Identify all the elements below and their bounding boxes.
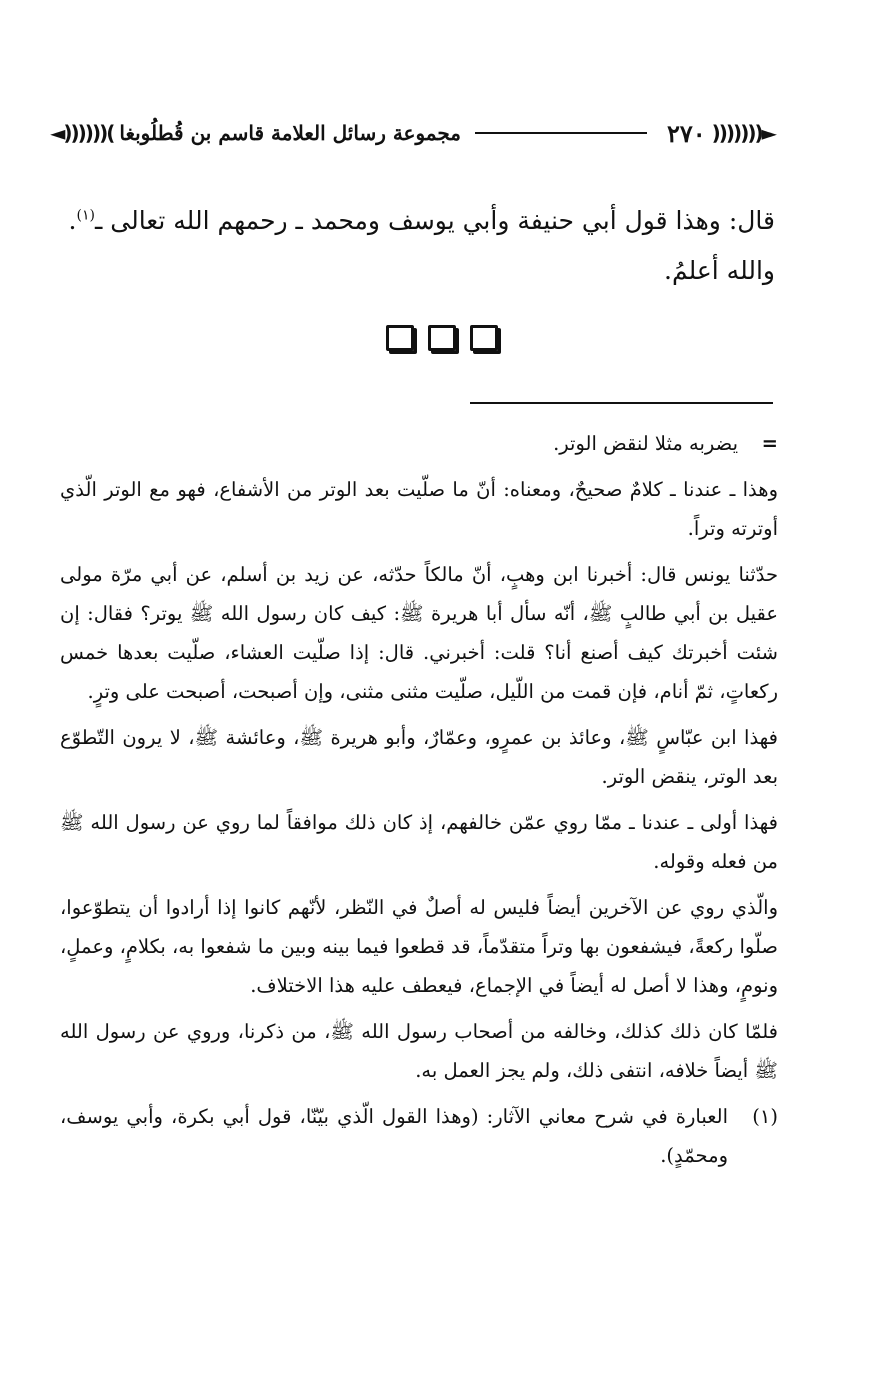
main-line-1: قال: وهذا قول أبي حنيفة وأبي يوسف ومحمد ـ رحمهم الله تعالى ـ bbox=[94, 206, 775, 235]
footnote-paragraph: فهذا أولى ـ عندنا ـ ممّا روي عمّن خالفهم، إذ كان ذلك موافقاً لما روي عن رسول الله ﷺ من فعله وقوله. bbox=[60, 811, 778, 873]
main-paragraph bbox=[60, 196, 775, 246]
footnote-paragraph: وهذا ـ عندنا ـ كلامٌ صحيحٌ، ومعناه: أنّ ما صلّيت بعد الوتر من الأشفاع، فهو مع الوتر الّذي أوترته وتراً. bbox=[60, 478, 778, 540]
footnote-continuation bbox=[60, 424, 778, 463]
section-separator bbox=[0, 325, 883, 351]
separator-square-icon bbox=[386, 325, 414, 351]
footnote-1 bbox=[60, 1097, 778, 1175]
page-number: ٢٧٠ bbox=[666, 118, 706, 148]
footnote-paragraph: يضربه مثلا لنقض الوتر. bbox=[553, 432, 738, 455]
footnote-1-number: (١) bbox=[752, 1105, 778, 1128]
main-line-2: والله أعلمُ. bbox=[664, 256, 775, 285]
footnote-paragraph: حدّثنا يونس قال: أخبرنا ابن وهبٍ، أنّ مالكاً حدّثه، عن زيد بن أسلم، عن أبي مرّة مولى عقيل بن أبي طالبٍ ﷺ، أنّه سأل أبا هريرة ﷺ: كيف كان رسول الله ﷺ يوتر؟ فقال: إن شئت أخبرتك كيف أصنع أنا؟ قلت: أخبرني. قال: إذا صلّيت العشاء، صلّيت بعدها خمس ركعاتٍ، ثمّ أنام، فإن قمت من اللّيل، صلّيت مثنى مثنى، وإن أصبحت، أصبحت على وترٍ. bbox=[60, 563, 778, 703]
footnote-separator-rule bbox=[470, 402, 773, 404]
footnote-paragraph: فهذا ابن عبّاسٍ ﷺ، وعائذ بن عمرٍو، وعمّارٌ، وأبو هريرة ﷺ، وعائشة ﷺ، لا يرون التّطوّع بعد الوتر، ينقض الوتر. bbox=[60, 726, 778, 788]
separator-square-icon bbox=[470, 325, 498, 351]
header-ornament-right: )))))))► bbox=[711, 121, 775, 145]
footnote-1-text: العبارة في شرح معاني الآثار: (وهذا القول الّذي بيّنّا، قول أبي بكرة، وأبي يوسف، ومحمّدٍ). bbox=[60, 1105, 728, 1167]
running-header bbox=[50, 112, 775, 154]
footnote-paragraph: والّذي روي عن الآخرين أيضاً فليس له أصلٌ في النّظر، لأنّهم كانوا إذا أرادوا أن يتطوّعوا، صلّوا ركعةً، فيشفعون بها وتراً متقدّماً، قد قطعوا فيما بينه وبين ما شفعوا به، بكلامٍ، وعملٍ، ونومٍ، وهذا لا أصل له أيضاً في الإجماع، فيعطف عليه هذا الاختلاف. bbox=[60, 896, 778, 997]
continuation-mark: = bbox=[761, 432, 778, 455]
main-line-1-end: . bbox=[68, 206, 77, 235]
footnotes bbox=[60, 424, 778, 1182]
header-ornament-left: ◄))))))( bbox=[50, 121, 114, 145]
book-title: مجموعة رسائل العلامة قاسم بن قُطلُوبغا bbox=[119, 121, 461, 145]
separator-square-icon bbox=[428, 325, 456, 351]
footnote-ref-1[interactable]: (١) bbox=[76, 207, 95, 224]
footnote-paragraph: فلمّا كان ذلك كذلك، وخالفه من أصحاب رسول الله ﷺ، من ذكرنا، وروي عن رسول الله ﷺ أيضاً خلافه، انتفى ذلك، ولم يجز العمل به. bbox=[60, 1020, 778, 1082]
main-text bbox=[60, 196, 775, 296]
header-rule bbox=[475, 132, 647, 134]
